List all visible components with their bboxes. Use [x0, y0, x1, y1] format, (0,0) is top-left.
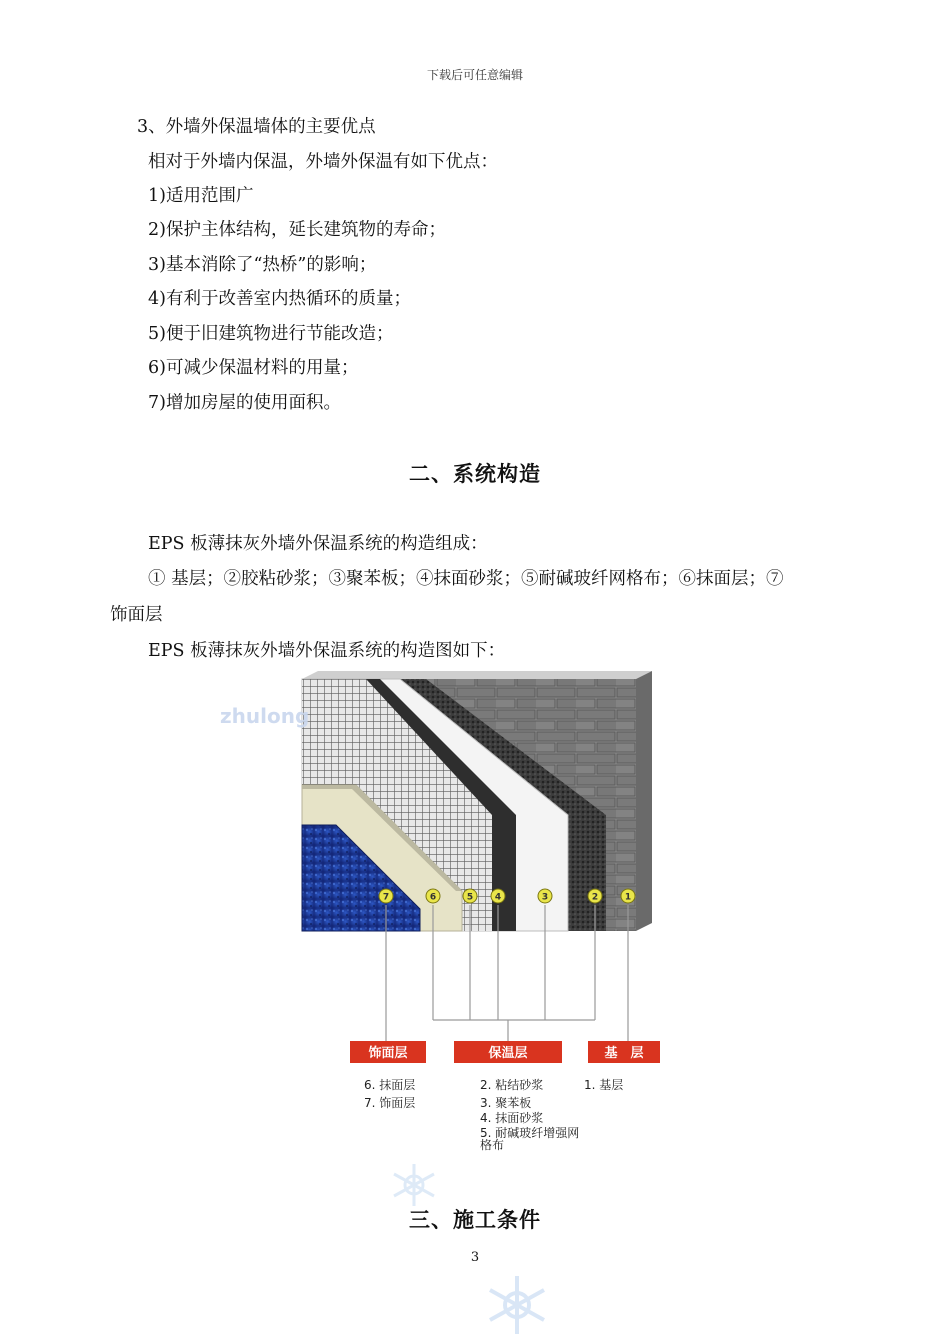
layer-marker [379, 889, 393, 903]
insulation-group-label: 保温层 [488, 1046, 528, 1061]
layer-marker-number: 2 [591, 892, 599, 903]
finish-group-label: 饰面层 [368, 1046, 408, 1061]
insulation-item: 5. 耐碱玻纤增强网 [480, 1126, 580, 1140]
layer-marker-number: 6 [429, 892, 437, 903]
base-item: 1. 基层 [584, 1078, 624, 1092]
structure-components-line2: 饰面层 [110, 605, 163, 625]
snowflake-watermark-icon [384, 1160, 444, 1210]
insulation-item: 3. 聚苯板 [480, 1096, 532, 1110]
section-title-advantages: 3、外墙外保温墙体的主要优点 [137, 117, 376, 137]
advantage-item: 6)可减少保温材料的用量； [148, 358, 359, 378]
base-group-label: 基 层 [604, 1046, 644, 1061]
layer-marker [463, 889, 477, 903]
snowflake-watermark-icon [478, 1272, 556, 1338]
page-number: 3 [470, 1250, 480, 1265]
advantage-item: 4)有利于改善室内热循环的质量； [148, 289, 411, 309]
structure-intro: EPS 板薄抹灰外墙外保温系统的构造组成： [148, 534, 488, 554]
insulation-item: 2. 粘结砂浆 [480, 1078, 544, 1092]
insulation-item: 4. 抹面砂浆 [480, 1111, 544, 1125]
wall-insulation-diagram [220, 665, 676, 1155]
layer-marker-number: 7 [382, 892, 390, 903]
advantage-item: 1)适用范围广 [148, 186, 254, 206]
advantage-item: 5)便于旧建筑物进行节能改造； [148, 324, 394, 344]
layer-marker-number: 5 [466, 892, 474, 903]
finish-item: 7. 饰面层 [364, 1096, 416, 1110]
section-heading-system-structure: 二、系统构造 [409, 462, 541, 486]
layer-marker-number: 4 [494, 892, 502, 903]
block-top-face [302, 671, 652, 679]
advantage-item: 2)保护主体结构，延长建筑物的寿命； [148, 220, 446, 240]
layer-marker [491, 889, 505, 903]
advantages-intro: 相对于外墙内保温，外墙外保温有如下优点： [148, 152, 498, 172]
advantage-item: 3)基本消除了“热桥”的影响； [148, 255, 377, 275]
layer-marker-number: 1 [624, 892, 632, 903]
finish-item: 6. 抹面层 [364, 1078, 416, 1092]
diagram-caption: EPS 板薄抹灰外墙外保温系统的构造图如下： [148, 641, 506, 661]
page-header: 下载后可任意编辑 [426, 68, 523, 82]
structure-components-line1: ① 基层；②胶粘砂浆；③聚苯板；④抹面砂浆；⑤耐碱玻纤网格布；⑥抹面层；⑦ [148, 569, 784, 589]
insulation-item: 格布 [480, 1138, 505, 1152]
layer-marker-number: 3 [541, 892, 549, 903]
layer-marker [538, 889, 552, 903]
block-side-face [636, 671, 652, 931]
advantage-item: 7)增加房屋的使用面积。 [148, 393, 341, 413]
watermark-text: zhulong [220, 704, 310, 728]
layer-marker [588, 889, 602, 903]
layer-marker [426, 889, 440, 903]
section-heading-construction-conditions: 三、施工条件 [409, 1208, 541, 1232]
layer-marker [621, 889, 635, 903]
